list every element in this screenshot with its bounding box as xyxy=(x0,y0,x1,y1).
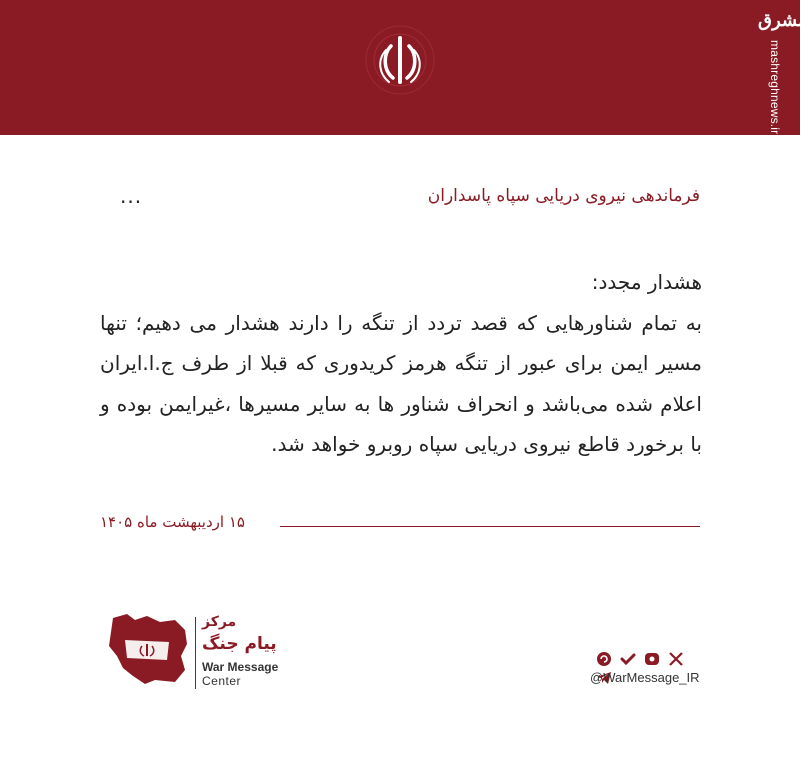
statement-paragraph: به تمام شناورهایی که قصد تردد از تنگه را دارند هشدار می دهیم؛ تنها مسیر ایمن برای عبور از تنگه هرمز کریدوری که قبلا از طرف ج.ا.ایران اعلام شده می‌باشد و انحراف شناور ها به سایر مسیرها ،غیرایمن بوده و با برخورد قاطع نیروی دریایی سپاه روبرو خواهد شد. xyxy=(100,310,702,456)
statement-body xyxy=(100,262,702,465)
eitaa-icon[interactable] xyxy=(644,651,660,667)
brand-site: mashreghnews.ir xyxy=(768,40,782,135)
social-icons xyxy=(596,648,710,666)
date-text: ۱۵ اردیبهشت ماه ۱۴۰۵ xyxy=(100,513,245,531)
social-handle[interactable]: @WarMessage_IR xyxy=(590,670,700,685)
center-name-en-1: War Message xyxy=(202,660,279,674)
center-name: پیام جنگ xyxy=(202,634,277,654)
divider xyxy=(280,526,700,527)
header-banner xyxy=(0,0,808,135)
statement-heading: هشدار مجدد: xyxy=(591,270,702,294)
center-label: مرکز xyxy=(202,614,237,630)
brand-logo: مشرق xyxy=(758,10,808,31)
more-dots: ... xyxy=(120,184,143,208)
x-icon[interactable] xyxy=(668,651,684,667)
iran-emblem-icon xyxy=(365,20,435,100)
bale-icon[interactable] xyxy=(620,651,636,667)
logo-separator xyxy=(195,617,196,689)
rubika-icon[interactable] xyxy=(596,651,612,667)
headline-title: فرماندهی نیروی دریایی سپاه پاسداران xyxy=(427,186,700,206)
center-name-en-2: Center xyxy=(202,674,242,688)
war-message-center-logo xyxy=(105,612,285,692)
iran-map-icon xyxy=(105,612,190,687)
brand-watermark xyxy=(758,10,808,140)
date-row xyxy=(100,515,700,535)
social-links xyxy=(590,648,710,688)
